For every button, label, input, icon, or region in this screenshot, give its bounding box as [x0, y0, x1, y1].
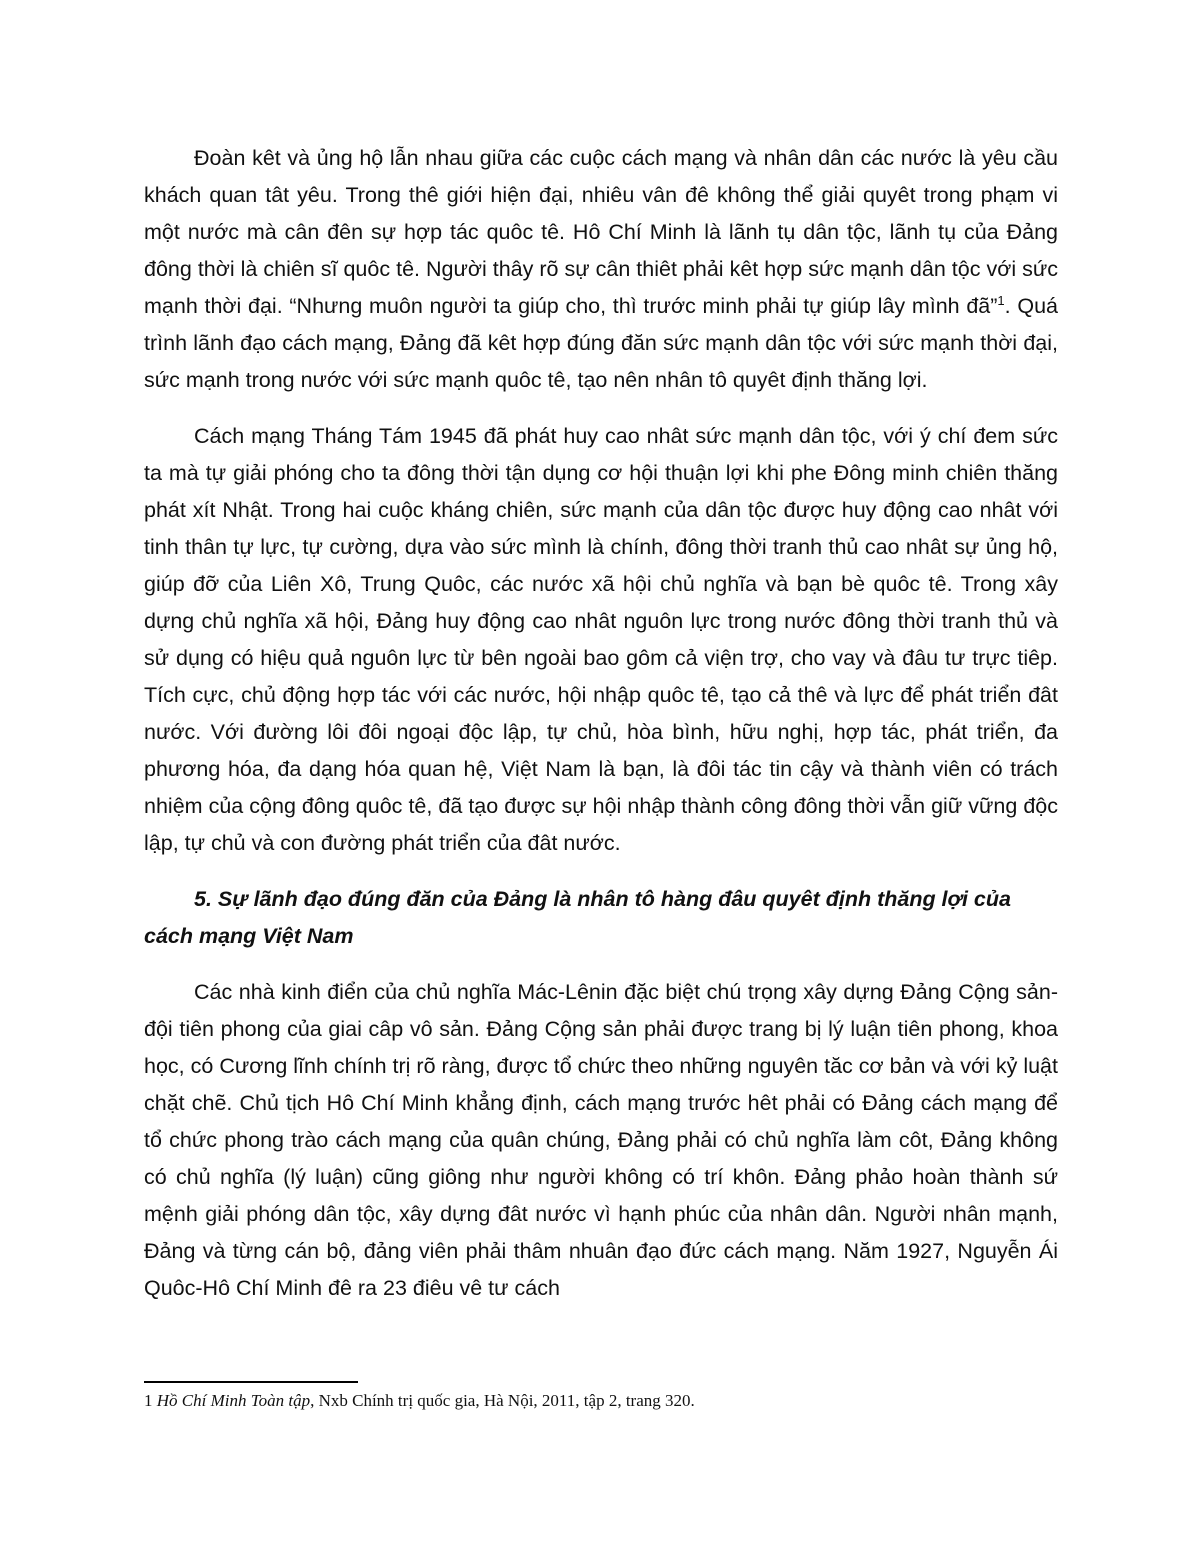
paragraph-august-revolution: Cách mạng Tháng Tám 1945 đã phát huy cao nhât sức mạnh dân tộc, với ý chí đem sức ta mà tự giải phóng cho ta đông thời tận dụng cơ hội thuận lợi khi phe Đông minh chiên thăng phát xít Nhật. Trong hai cuộc kháng chiên, sức mạnh của dân tộc được huy động cao nhât với tinh thân tự lực, tự cường, dựa vào sức mình là chính, đông thời tranh thủ cao nhât sự ủng hộ, giúp đỡ của Liên Xô, Trung Quôc, các nước xã hội chủ nghĩa và bạn bè quôc tê. Trong xây dựng chủ nghĩa xã hội, Đảng huy động cao nhât nguôn lực trong nước đông thời tranh thủ và sử dụng có hiệu quả nguôn lực từ bên ngoài bao gôm cả viện trợ, cho vay và đâu tư trực tiêp. Tích cực, chủ động hợp tác với các nước, hội nhập quôc tê, tạo cả thê và lực để phát triển đât nước. Với đường lôi đôi ngoại độc lập, tự chủ, hòa bình, hữu nghị, hợp tác, phát triển, đa phương hóa, đa dạng hóa quan hệ, Việt Nam là bạn, là đôi tác tin cậy và thành viên có trách nhiệm của cộng đông quôc tê, đã tạo được sự hội nhập thành công đông thời vẫn giữ vững độc lập, tự chủ và con đường phát triển của đât nước.: [144, 424, 1058, 855]
section-heading: 5. Sự lãnh đạo đúng đăn của Đảng là nhân tô hàng đâu quyêt định thăng lợi của cách mạng Việt Nam: [144, 887, 1011, 948]
paragraph-text: Đoàn kêt và ủng hộ lẫn nhau giữa các cuộc cách mạng và nhân dân các nước là yêu cầu khách quan tât yêu. Trong thê giới hiện đại, nhiêu vân đê không thể giải quyêt trong phạm vi một nước mà cân đên sự hợp tác quôc tê. Hô Chí Minh là lãnh tụ dân tộc, lãnh tụ của Đảng đông thời là chiên sĩ quôc tê. Người thây rõ sự cân thiêt phải kêt hợp sức mạnh dân tộc với sức mạnh thời đại. “Nhưng muôn người ta giúp cho, thì trước minh phải tự giúp lây mình đã”: [144, 146, 1058, 318]
paragraph-text: . Quá trình lãnh đạo cách mạng, Đảng đã kêt hợp đúng đăn sức mạnh dân tộc với sức mạnh thời đại, sức mạnh trong nước với sức mạnh quôc tê, tạo nên nhân tô quyêt định thăng lợi.: [144, 294, 1058, 392]
footnote-reference[interactable]: 1: [997, 292, 1005, 308]
footnote-source-detail: , Nxb Chính trị quốc gia, Hà Nội, 2011, tập 2, trang 320.: [310, 1391, 695, 1410]
footnote-number: 1: [144, 1391, 153, 1410]
paragraph-solidarity: [144, 140, 1058, 399]
footnote-source-title: Hồ Chí Minh Toàn tập: [156, 1391, 311, 1410]
paragraph-party-leadership: Các nhà kinh điển của chủ nghĩa Mác-Lênin đặc biệt chú trọng xây dựng Đảng Cộng sản-đội tiên phong của giai câp vô sản. Đảng Cộng sản phải được trang bị lý luận tiên phong, khoa học, có Cương lĩnh chính trị rõ ràng, được tổ chức theo những nguyên tăc cơ bản và với kỷ luật chặt chẽ. Chủ tịch Hô Chí Minh khẳng định, cách mạng trước hêt phải có Đảng cách mạng để tổ chức phong trào cách mạng của quân chúng, Đảng phải có chủ nghĩa làm côt, Đảng không có chủ nghĩa (lý luận) cũng giông như người không có trí khôn. Đảng phảo hoàn thành sứ mệnh giải phóng dân tộc, xây dựng đât nước vì hạnh phúc của nhân dân. Người nhân mạnh, Đảng và từng cán bộ, đảng viên phải thâm nhuân đạo đức cách mạng. Năm 1927, Nguyễn Ái Quôc-Hô Chí Minh đê ra 23 điêu vê tư cách: [144, 980, 1058, 1300]
footnote-separator: [144, 1381, 358, 1383]
footnote: [144, 1389, 1058, 1413]
document-body: [144, 140, 1058, 1326]
